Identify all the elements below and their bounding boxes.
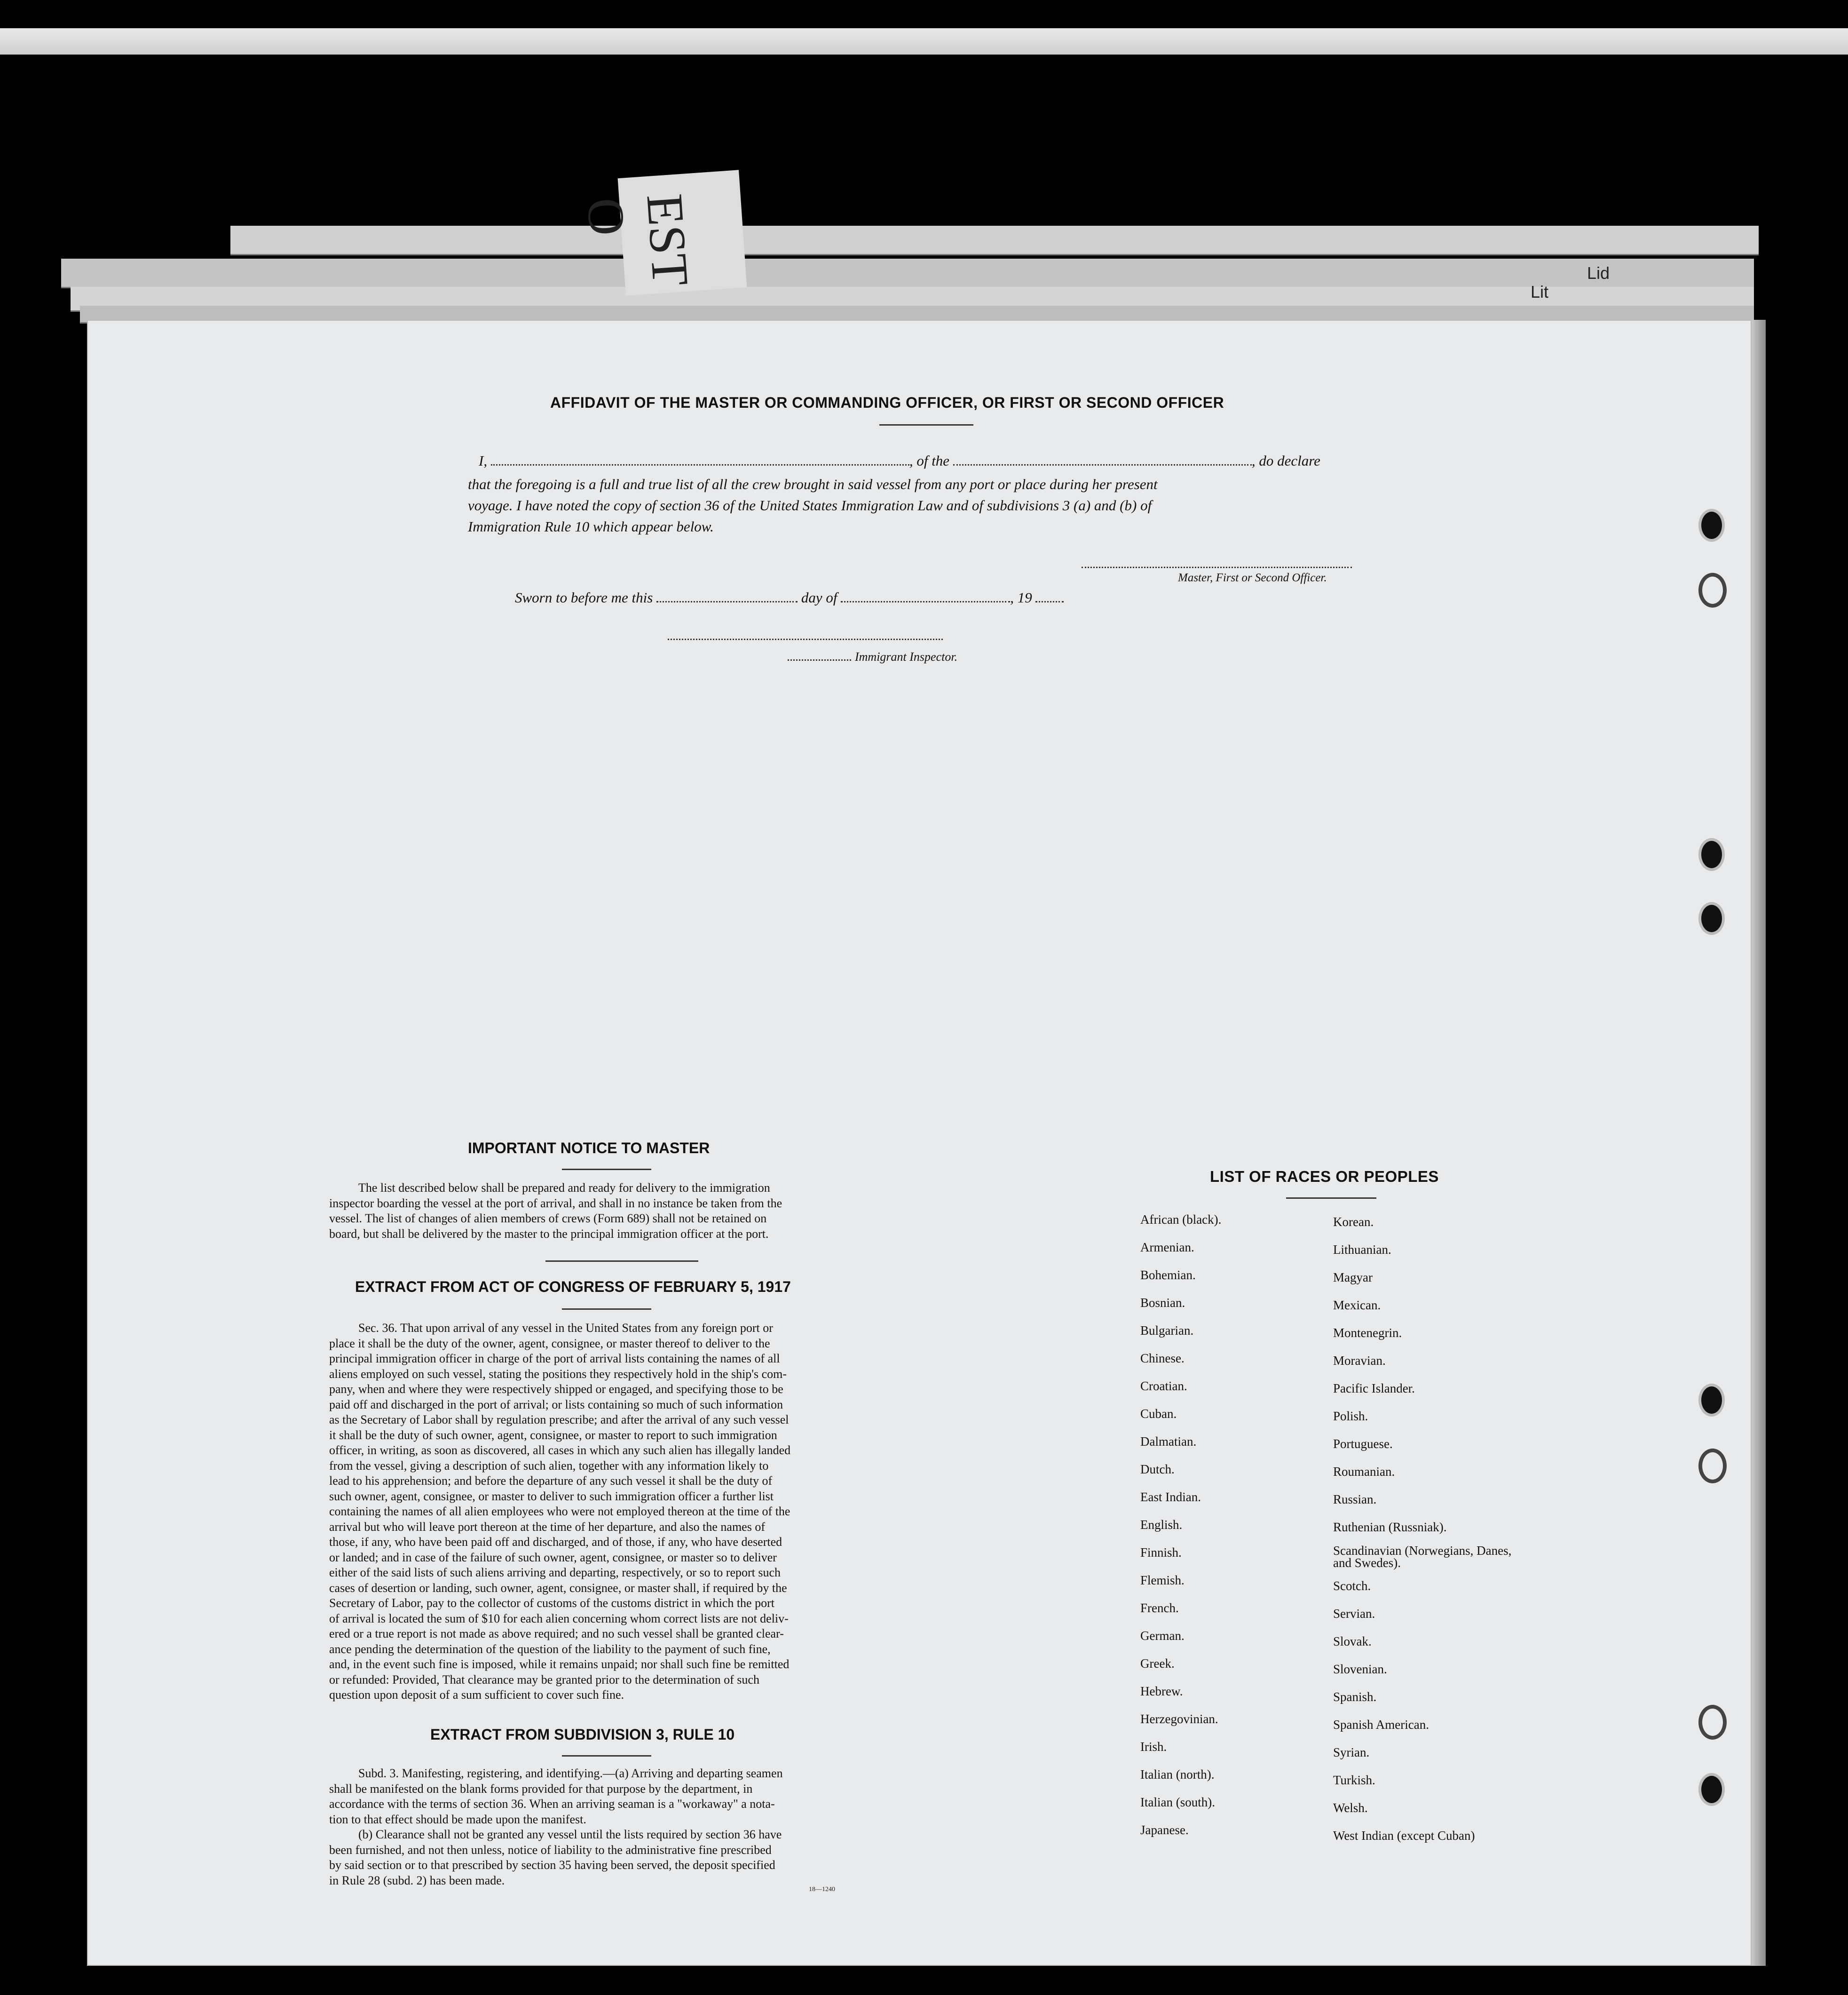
affidavit-line4: Immigration Rule 10 which appear below. <box>468 518 714 535</box>
stacked-sheet-edge <box>61 259 1754 288</box>
race-item: Herzegovinian. <box>1140 1712 1218 1726</box>
race-item: Bosnian. <box>1140 1296 1185 1310</box>
punch-hole <box>1698 838 1725 871</box>
act-line: those, if any, who have been paid off and discharged, and of those, if any, who have deserted <box>329 1535 782 1549</box>
act-line: it shall be the duty of such owner, agent, consignee, or master to report to such immigration <box>329 1428 777 1442</box>
race-item: Korean. <box>1333 1215 1374 1229</box>
race-item: Portuguese. <box>1333 1437 1393 1451</box>
affidavit-title: AFFIDAVIT OF THE MASTER OR COMMANDING OFFICER, OR FIRST OR SECOND OFFICER <box>550 394 1224 411</box>
affidavit-line1 <box>479 452 1320 469</box>
rule-title: EXTRACT FROM SUBDIVISION 3, RULE 10 <box>430 1726 735 1743</box>
race-item: Spanish. <box>1333 1690 1377 1704</box>
rule-line: been furnished, and not then unless, notice of liability to the administrative fine prescribed <box>329 1843 772 1857</box>
act-line: either of the said lists of such aliens arriving and departing, respectively, or so to report such <box>329 1566 781 1579</box>
affidavit-of-the: , of the <box>909 452 950 469</box>
punch-hole <box>1698 902 1725 935</box>
act-line: lead to his apprehension; and before the departure of any such vessel it shall be the duty of <box>329 1474 773 1488</box>
rule-line: accordance with the terms of section 36. When an arriving seaman is a "workaway" a nota- <box>329 1797 775 1811</box>
act-text <box>329 1321 884 1703</box>
act-line: cases of desertion or landing, such owner, agent, consignee, or master shall, if required by the <box>329 1581 787 1595</box>
race-item: English. <box>1140 1518 1183 1532</box>
form-number: 18—1240 <box>809 1886 835 1893</box>
divider <box>562 1308 651 1310</box>
act-line: ered or a true report is not made as above required; and no such vessel shall be granted clear- <box>329 1627 784 1640</box>
act-line: officer, in writing, as soon as discovered, all cases in which any such alien has illegally landed <box>329 1443 791 1457</box>
act-line: paid off and discharged in the port of arrival; or lists containing so much of such information <box>329 1397 783 1411</box>
race-item: Slovenian. <box>1333 1662 1387 1676</box>
race-item: Flemish. <box>1140 1573 1185 1587</box>
race-item: Scotch. <box>1333 1579 1371 1593</box>
act-line: Secretary of Labor, pay to the collector of customs of the customs district in which the port <box>329 1596 774 1610</box>
notice-line: vessel. The list of changes of alien members of crews (Form 689) shall not be retained on <box>329 1211 767 1225</box>
act-line: as the Secretary of Labor shall by regulation prescribe; and after the arrival of any such vessel <box>329 1413 789 1426</box>
affidavit-line2: that the foregoing is a full and true list of all the crew brought in said vessel from any port or place during her present <box>468 476 1158 492</box>
notice-text <box>329 1180 884 1242</box>
race-item: Magyar <box>1333 1270 1373 1284</box>
punch-hole <box>1698 1705 1727 1740</box>
act-line: such owner, agent, consignee, or master to deliver to such immigration officer a further list <box>329 1489 774 1503</box>
act-line: place it shall be the duty of the owner, agent, consignee, or master thereof to deliver to the <box>329 1336 770 1350</box>
race-item: Dalmatian. <box>1140 1434 1197 1449</box>
document-page <box>87 320 1752 1966</box>
notice-line: inspector boarding the vessel at the port of arrival, and shall in no instance be taken from the <box>329 1196 782 1210</box>
punch-hole <box>1698 509 1725 542</box>
top-paper-strip <box>0 28 1848 55</box>
race-item: Finnish. <box>1140 1545 1182 1560</box>
race-item: African (black). <box>1140 1212 1222 1227</box>
inspector-caption: Immigrant Inspector. <box>855 650 958 664</box>
race-item: Croatian. <box>1140 1379 1187 1393</box>
notice-line: The list described below shall be prepared and ready for delivery to the immigration <box>358 1181 770 1195</box>
punch-hole <box>1698 1384 1725 1417</box>
sworn-day-of: day of <box>801 589 837 606</box>
race-item: Spanish American. <box>1333 1718 1429 1732</box>
inspector-signature-line-short <box>788 659 851 661</box>
race-item: Armenian. <box>1140 1240 1194 1254</box>
race-item: French. <box>1140 1601 1179 1615</box>
race-item: Dutch. <box>1140 1462 1175 1476</box>
race-item: German. <box>1140 1629 1185 1643</box>
race-item: East Indian. <box>1140 1490 1201 1504</box>
divider <box>562 1169 651 1170</box>
race-item: Chinese. <box>1140 1351 1185 1365</box>
race-item: Greek. <box>1140 1656 1175 1670</box>
race-item: Italian (north). <box>1140 1767 1215 1781</box>
act-line: and, in the event such fine is imposed, while it remains unpaid; nor shall such fine be remitted <box>329 1657 790 1671</box>
divider <box>562 1755 651 1757</box>
rule-line: (b) Clearance shall not be granted any vessel until the lists required by section 36 have <box>358 1828 782 1841</box>
race-item: Russian. <box>1333 1492 1377 1506</box>
race-item: Montenegrin. <box>1333 1326 1402 1340</box>
act-line: or landed; and in case of the failure of such owner, agent, consignee, or master so to deliver <box>329 1550 777 1564</box>
stack-edge-mark: Lid <box>1587 263 1610 283</box>
punch-hole <box>1698 1449 1727 1483</box>
act-line: ance pending the determination of the question of the liability to the payment of such fine, <box>329 1642 771 1656</box>
race-item: Turkish. <box>1333 1773 1375 1787</box>
race-item: Roumanian. <box>1333 1465 1395 1479</box>
vessel-blank <box>953 464 1252 466</box>
rule-line: shall be manifested on the blank forms provided for that purpose by the department, in <box>329 1781 753 1796</box>
torn-label-text: EST O <box>576 192 700 287</box>
act-line: from the vessel, giving a description of such alien, together with any information likely to <box>329 1458 769 1472</box>
day-blank <box>656 601 798 602</box>
stacked-sheet-edge <box>230 226 1759 255</box>
race-item: Slovak. <box>1333 1634 1372 1648</box>
act-line: principal immigration officer in charge of the port of arrival lists containing the names of all <box>329 1352 780 1365</box>
race-item: Pacific Islander. <box>1333 1381 1415 1395</box>
race-item: Bohemian. <box>1140 1268 1196 1282</box>
act-line: or refunded: Provided, That clearance may be granted prior to the determination of such <box>329 1672 759 1686</box>
rule-line: in Rule 28 (subd. 2) has been made. <box>329 1873 505 1887</box>
race-item: Servian. <box>1333 1607 1375 1621</box>
rule-line: by said section or to that prescribed by section 35 having been served, the deposit specified <box>329 1858 775 1872</box>
race-item: Mexican. <box>1333 1298 1381 1312</box>
divider <box>879 424 973 426</box>
page-right-edge <box>1752 320 1766 1966</box>
sworn-line <box>515 589 1064 606</box>
affidavit-declare: , do declare <box>1251 452 1320 469</box>
race-item: Welsh. <box>1333 1801 1368 1815</box>
act-line: question upon deposit of a sum sufficient to cover such fine. <box>329 1688 624 1702</box>
act-line: of arrival is located the sum of $10 for each alien concerning whom correct lists are not deliv- <box>329 1611 789 1625</box>
race-item: Syrian. <box>1333 1745 1370 1759</box>
race-item: Irish. <box>1140 1740 1167 1754</box>
stack-edge-mark: Lit <box>1531 282 1549 301</box>
rule-text <box>329 1766 884 1888</box>
inspector-signature-line <box>668 639 943 640</box>
name-blank <box>491 464 909 466</box>
punch-hole <box>1698 573 1727 608</box>
race-item: Lithuanian. <box>1333 1243 1391 1257</box>
rule-line: tion to that effect should be made upon the manifest. <box>329 1812 586 1826</box>
races-title: LIST OF RACES OR PEOPLES <box>1210 1168 1439 1185</box>
act-line: containing the names of all alien employees who were not employed thereon at the time of the <box>329 1504 790 1518</box>
race-item: Cuban. <box>1140 1407 1177 1421</box>
race-item: Italian (south). <box>1140 1795 1215 1809</box>
torn-label-tab <box>576 170 747 295</box>
divider <box>1286 1197 1376 1199</box>
race-item: Polish. <box>1333 1409 1368 1423</box>
sworn-year: , 19 <box>1010 589 1032 606</box>
race-item: Bulgarian. <box>1140 1323 1194 1338</box>
notice-title: IMPORTANT NOTICE TO MASTER <box>468 1140 710 1156</box>
act-line: aliens employed on such vessel, stating the positions they respectively hold in the ship's com- <box>329 1367 787 1381</box>
act-line: Sec. 36. That upon arrival of any vessel in the United States from any foreign port or <box>358 1321 773 1335</box>
act-line: pany, when and where they were respectively shipped or engaged, and specifying those to be <box>329 1382 783 1396</box>
act-line: arrival but who will leave port thereon at the time of her departure, and also the names of <box>329 1520 765 1534</box>
month-blank <box>841 601 1010 602</box>
race-item: Moravian. <box>1333 1354 1386 1368</box>
punch-hole <box>1698 1773 1725 1806</box>
race-item: Ruthenian (Russniak). <box>1333 1520 1447 1534</box>
year-blank <box>1035 601 1064 602</box>
race-item: Japanese. <box>1140 1823 1189 1837</box>
race-item: West Indian (except Cuban) <box>1333 1829 1475 1843</box>
race-item: Hebrew. <box>1140 1684 1183 1698</box>
divider <box>545 1260 698 1262</box>
act-title: EXTRACT FROM ACT OF CONGRESS OF FEBRUARY 5, 1917 <box>355 1278 791 1295</box>
notice-line: board, but shall be delivered by the master to the principal immigration officer at the port. <box>329 1227 769 1241</box>
rule-line: Subd. 3. Manifesting, registering, and identifying.—(a) Arriving and departing seamen <box>358 1766 783 1780</box>
race-item: Scandinavian (Norwegians, Danes, and Swedes). <box>1333 1544 1512 1570</box>
affidavit-i: I, <box>479 452 488 469</box>
master-signature-line <box>1082 567 1352 568</box>
affidavit-line3: voyage. I have noted the copy of section 36 of the United States Immigration Law and of subdivisions 3 (a) and (b) of <box>468 497 1152 514</box>
sworn-text: Sworn to before me this <box>515 589 653 606</box>
master-caption: Master, First or Second Officer. <box>1178 571 1327 584</box>
